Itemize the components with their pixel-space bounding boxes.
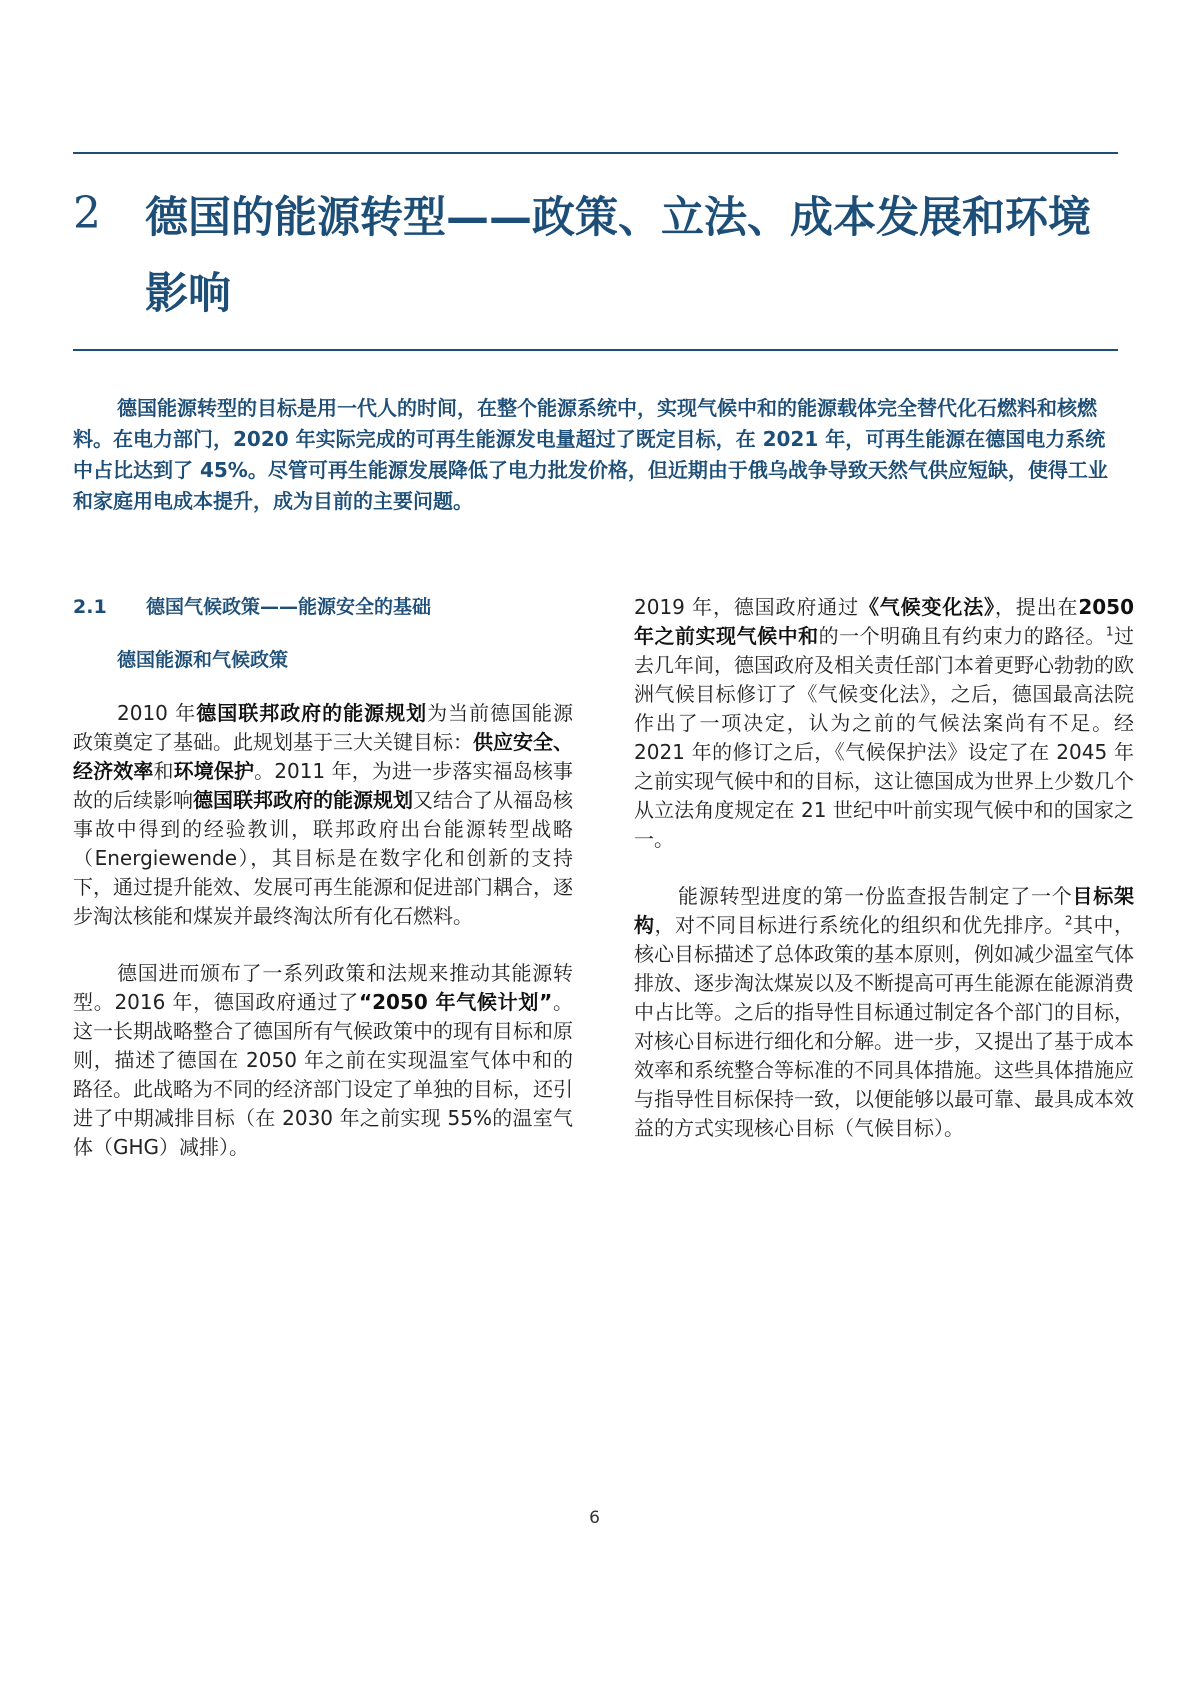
body-paragraph [634,882,1134,1143]
text-run: 的一个明确且有约束力的路径。 [818,624,1106,648]
text-run: 又结合了从福岛核事故中得到的经验教训，联邦政府出台能源转型战略（Energiewende），其目标是在数字化和创新的支持下，通过提升能效、发展可再生能源和促进部门耦合，逐步淘汰核能和煤炭并最终淘汰所有化石燃料。 [73,788,573,928]
bold-run: 德国联邦政府的能源规划 [193,788,413,812]
text-run: 2019 年，德国政府通过 [634,595,859,619]
left-column [73,593,573,1162]
bold-run: 供应安全、经济效率 [73,730,573,783]
page-number: 6 [589,1508,600,1528]
text-run: ，对不同目标进行系统化的组织和优先排序。 [654,913,1065,937]
bold-run: 环境保护 [173,759,255,783]
text-run: 。2011 年，为进一步落实福岛核事故的后续影响 [73,759,573,812]
text-run: 德国进而颁布了一系列政策和法规来推动其能源转型。2016 年，德国政府通过了 [73,961,573,1014]
chapter-number: 2 [73,188,101,239]
footnote-marker[interactable]: 1 [1105,624,1114,639]
section-number: 2.1 [73,596,107,618]
chapter-abstract: 德国能源转型的目标是用一代人的时间，在整个能源系统中，实现气候中和的能源载体完全替代化石燃料和核燃料。在电力部门，2020 年实际完成的可再生能源发电量超过了既定目标，在 2021 年，可再生能源在德国电力系统中占比达到了 45%。尽管可再生能源发展降低了电力批发价格，但近期由于俄乌战争导致天然气供应短缺，使得工业和家庭用电成本提升，成为目前的主要问题。 [73,396,1108,513]
text-run: 为当前德国能源政策奠定了基础。此规划基于三大关键目标： [73,701,574,754]
text-run: 能源转型进度的第一份监查报告制定了一个 [678,884,1073,908]
subsection-heading: 德国能源和气候政策 [117,649,289,671]
text-run: ，提出在 [994,595,1079,619]
text-run: 过去几年间，德国政府及相关责任部门本着更野心勃勃的欧洲气候目标修订了《气候变化法》，之后，德国最高法院作出了一项决定，认为之前的气候法案尚有不足。经 2021 年的修订之后，《气候保护法》设定了在 2045 年之前实现气候中和的目标，这让德国成为世界上少数几个从立法角度规定在 21 世纪中叶前实现气候中和的国家之一。 [634,624,1135,851]
body-paragraph [73,959,573,1162]
top-rule [73,152,1118,154]
bold-run: “2050 年气候计划” [358,990,553,1014]
right-column [634,593,1134,1143]
bold-run: 2050 年之前实现气候中和 [634,595,1135,648]
text-run: 和 [153,759,174,783]
bold-run: 德国联邦政府的能源规划 [196,701,428,725]
bold-run: 目标架构 [634,884,1135,937]
body-paragraph [73,699,573,931]
section-title: 德国气候政策——能源安全的基础 [146,596,432,618]
bottom-rule [73,349,1118,351]
text-run: 2010 年 [117,701,197,725]
text-run: 。这一长期战略整合了德国所有气候政策中的现有目标和原则，描述了德国在 2050 年之前在实现温室气体中和的路径。此战略为不同的经济部门设定了单独的目标，还引进了中期减排目标（在 2030 年之前实现 55%的温室气体（GHG）减排）。 [73,990,573,1159]
section-heading [73,593,573,622]
chapter-title: 德国的能源转型——政策、立法、成本发展和环境影响 [145,193,1091,319]
body-paragraph [634,593,1134,854]
footnote-marker[interactable]: 2 [1064,913,1073,928]
bold-run: 《气候变化法》 [858,595,995,619]
text-run: 其中，核心目标描述了总体政策的基本原则，例如减少温室气体排放、逐步淘汰煤炭以及不断提高可再生能源在能源消费中占比等。之后的指导性目标通过制定各个部门的目标，对核心目标进行细化和分解。进一步，又提出了基于成本效率和系统整合等标准的不同具体措施。这些具体措施应与指导性目标保持一致，以便能够以最可靠、最具成本效益的方式实现核心目标（气候目标）。 [634,913,1135,1140]
